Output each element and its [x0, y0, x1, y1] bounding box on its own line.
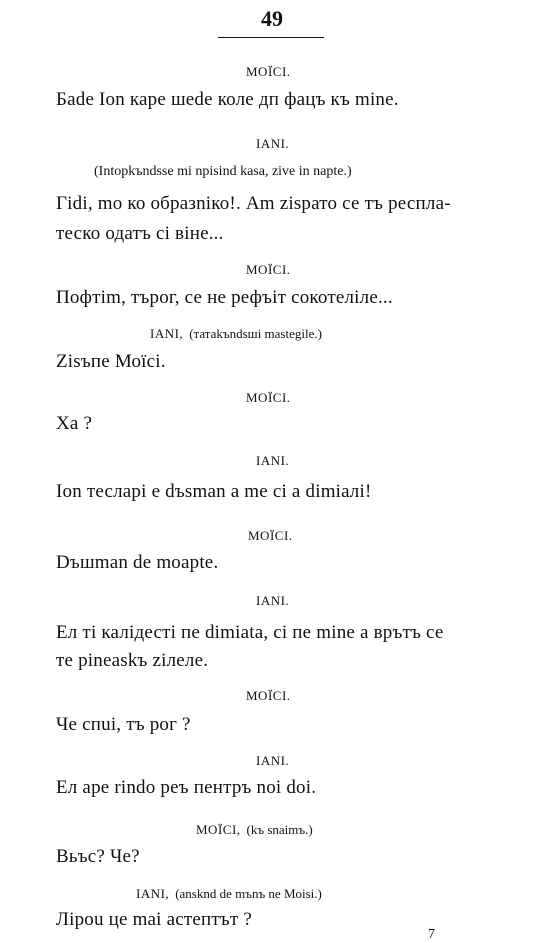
speaker-note: (татаkъndsшi mastegile.) [189, 326, 322, 341]
speaker-label [256, 136, 289, 152]
dialogue-line: Бade Ion каре шеde коле дп фацъ къ mine. [56, 89, 399, 110]
dialogue-line: Вьъс? Че? [56, 846, 140, 867]
speaker-label [136, 886, 322, 902]
dialogue-line: Zisъпе Моїсі. [56, 351, 166, 372]
dialogue-line: Лipou це mai астептът ? [56, 909, 252, 930]
speaker-name: ІАNІ. [256, 753, 290, 768]
dialogue-line: те ріneaskъ ziлеле. [56, 650, 209, 671]
speaker-name: ІАNІ. [256, 136, 290, 151]
speaker-label [246, 688, 291, 704]
stage-direction: (Intopkъndsse mi npisind kasa, zive in napte.) [94, 164, 352, 179]
speaker-name: ІАNІ, [136, 886, 170, 901]
speaker-label [196, 822, 313, 838]
speaker-name: МОЇСІ. [248, 528, 293, 543]
dialogue-line: Ion теслapi е dъsman а me сі а dimiaлi! [56, 481, 372, 502]
dialogue-line: Гidi, mo ко образniко!. Am zisрато се тъ респла- [56, 193, 451, 214]
speaker-label [246, 262, 291, 278]
speaker-name: МОЇСІ. [246, 390, 291, 405]
speaker-label [256, 593, 289, 609]
dialogue-line: Че спui, тъ рог ? [56, 714, 191, 735]
speaker-name: МОЇСІ. [246, 262, 291, 277]
speaker-note: (ansknd de mъnъ ne Moisi.) [175, 886, 322, 901]
speaker-label [246, 64, 291, 80]
dialogue-line: Dъшman de moapte. [56, 552, 219, 573]
speaker-name: ІАNІ. [256, 593, 290, 608]
speaker-name: МОЇСІ. [246, 64, 291, 79]
speaker-label [246, 390, 291, 406]
dialogue-line: Ел аре rindo реъ пентръ noi doi. [56, 777, 317, 798]
speaker-note: (kъ snaimъ.) [246, 822, 313, 837]
speaker-label [256, 453, 289, 469]
speaker-name: ІАNІ. [256, 453, 290, 468]
dialogue-line: Пофтim, търог, се не рефъіт сокотелiле... [56, 287, 393, 308]
speaker-name: МОЇСІ, [196, 822, 241, 837]
speaker-name: ІАNІ, [150, 326, 184, 341]
speaker-label [150, 326, 322, 342]
margin-mark: 7 [428, 927, 435, 942]
speaker-label [248, 528, 293, 544]
speaker-label [256, 753, 289, 769]
speaker-name: МОЇСІ. [246, 688, 291, 703]
page-number: 49 [261, 6, 283, 31]
dialogue-line: Ел ті калiдесті пе dimiata, сі пе mine а врътъ се [56, 622, 444, 643]
dialogue-line: Ха ? [56, 413, 93, 434]
dialogue-line: теско одатъ сі віне... [56, 223, 224, 244]
header-rule [218, 37, 324, 38]
